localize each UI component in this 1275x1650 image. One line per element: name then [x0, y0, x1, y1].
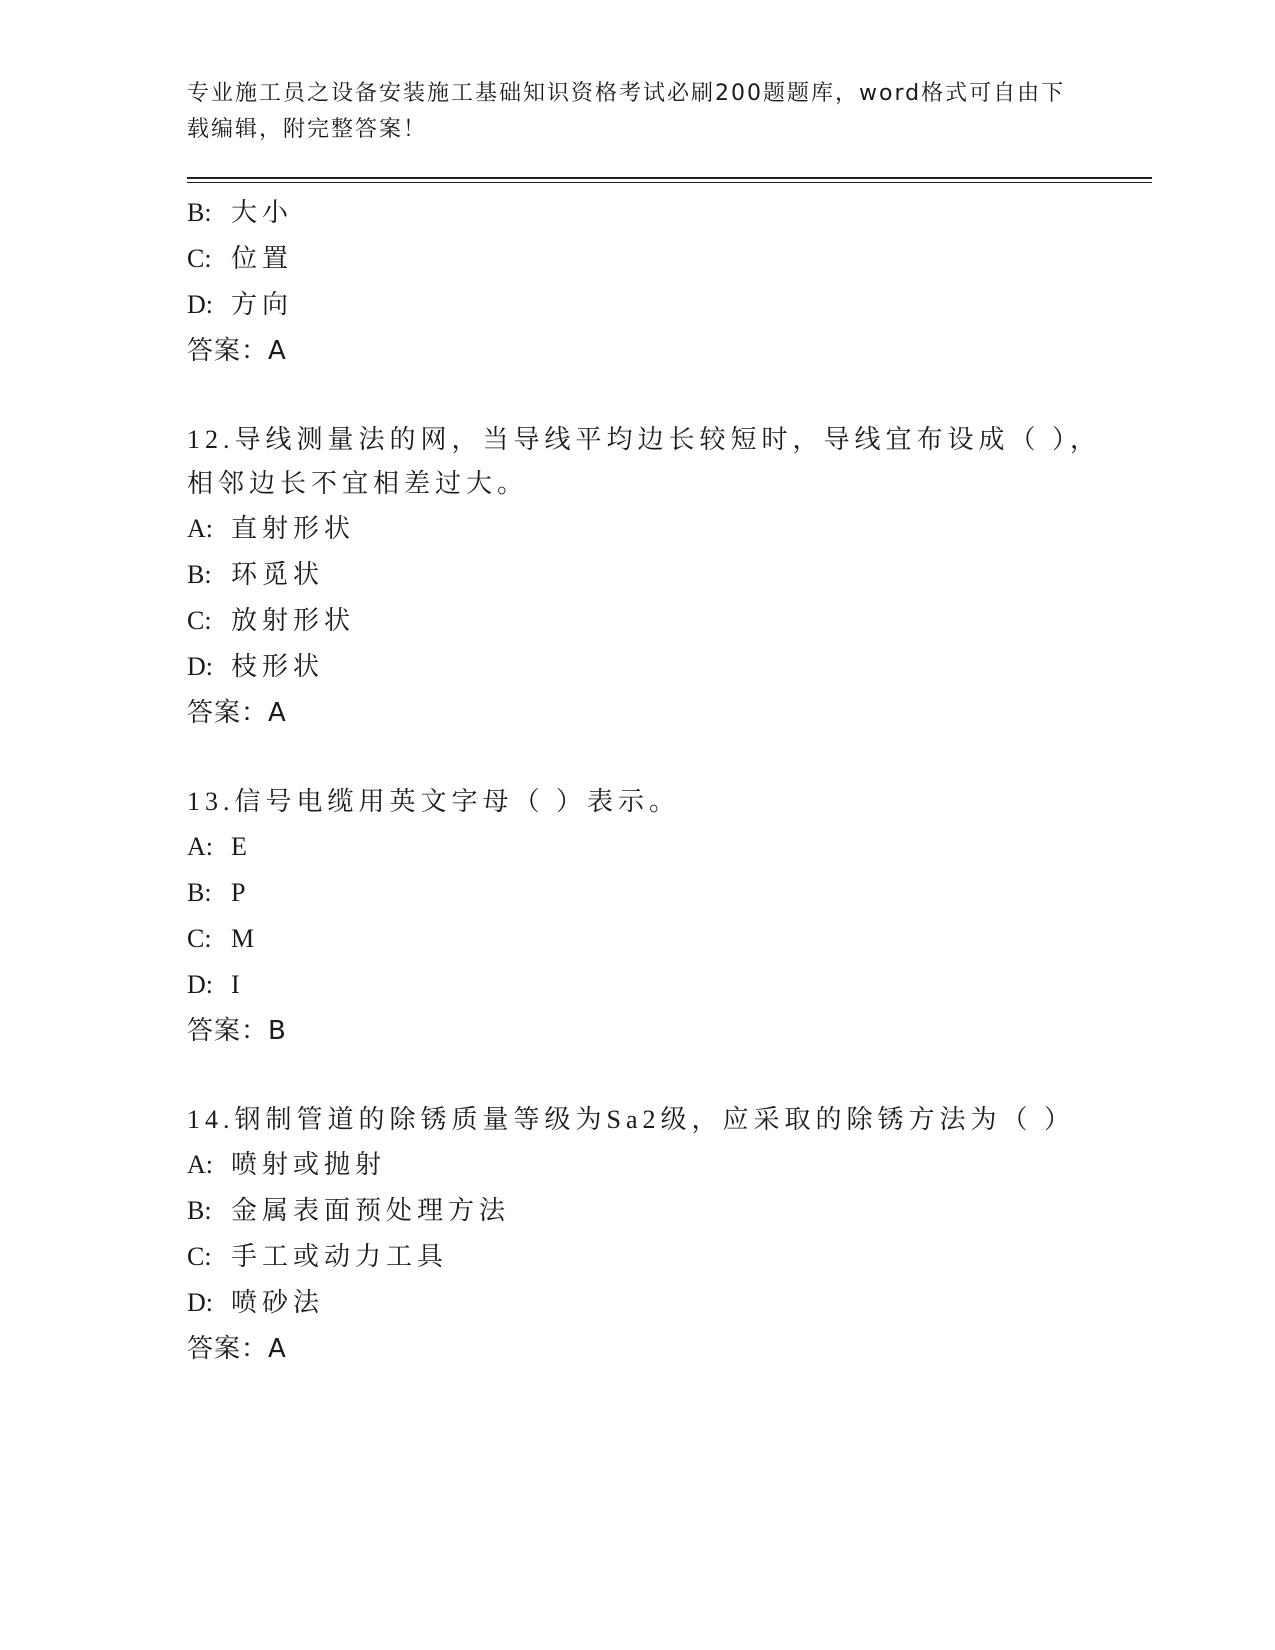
- option-text: 直射形状: [231, 514, 356, 543]
- option-text: 枝形状: [231, 652, 325, 681]
- question-text-line-2: 相邻边长不宜相差过大。: [187, 469, 529, 498]
- question-11-partial: [187, 190, 1107, 374]
- option-c: [187, 1234, 1107, 1280]
- option-d: [187, 282, 1107, 328]
- option-c: [187, 598, 1107, 644]
- option-b: [187, 190, 1107, 236]
- question-spacer: [187, 1054, 1107, 1098]
- question-text: 13.信号电缆用英文字母（ ）表示。: [187, 787, 681, 816]
- option-letter: A:: [187, 514, 213, 543]
- option-letter: C:: [187, 606, 212, 635]
- option-a: [187, 824, 1107, 870]
- option-letter: B:: [187, 878, 212, 907]
- option-letter: D:: [187, 1288, 213, 1317]
- option-text: 放射形状: [231, 606, 356, 635]
- answer-line: 答案：A: [187, 336, 287, 366]
- option-b: [187, 1188, 1107, 1234]
- option-letter: D:: [187, 290, 213, 319]
- question-14: [187, 1098, 1107, 1372]
- question-text: [187, 418, 1107, 506]
- header-divider-thick: [187, 177, 1152, 179]
- answer-line: 答案：A: [187, 698, 287, 728]
- option-letter: C:: [187, 244, 212, 273]
- option-letter: C:: [187, 924, 212, 953]
- option-text: 手工或动力工具: [231, 1242, 449, 1271]
- option-a: [187, 1142, 1107, 1188]
- option-c: [187, 916, 1107, 962]
- question-list: [187, 190, 1107, 1372]
- question-12: [187, 418, 1107, 736]
- option-text: M: [231, 924, 260, 953]
- option-text: 金属表面预处理方法: [231, 1196, 511, 1225]
- option-text: 方向: [231, 290, 294, 319]
- option-letter: B:: [187, 198, 212, 227]
- answer-line: 答案：A: [187, 1334, 287, 1364]
- option-letter: A:: [187, 832, 213, 861]
- option-text: 喷砂法: [231, 1288, 325, 1317]
- header-divider-thin: [187, 182, 1152, 183]
- answer-line: 答案：B: [187, 1016, 287, 1046]
- option-text: 大小: [231, 198, 294, 227]
- option-letter: B:: [187, 1196, 212, 1225]
- option-text: E: [231, 832, 252, 861]
- option-letter: A:: [187, 1150, 213, 1179]
- question-text-line-1: 12.导线测量法的网，当导线平均边长较短时，导线宜布设成（ ），: [187, 425, 1102, 454]
- question-spacer: [187, 736, 1107, 780]
- option-d: [187, 1280, 1107, 1326]
- question-13: [187, 780, 1107, 1054]
- option-a: [187, 506, 1107, 552]
- option-text: P: [231, 878, 251, 907]
- option-text: 喷射或抛射: [231, 1150, 387, 1179]
- option-c: [187, 236, 1107, 282]
- option-d: [187, 962, 1107, 1008]
- question-spacer: [187, 374, 1107, 418]
- option-text: I: [231, 970, 245, 999]
- option-text: 位置: [231, 244, 294, 273]
- option-letter: D:: [187, 970, 213, 999]
- option-text: 环觅状: [231, 560, 325, 589]
- option-letter: B:: [187, 560, 212, 589]
- option-b: [187, 552, 1107, 598]
- option-letter: D:: [187, 652, 213, 681]
- option-letter: C:: [187, 1242, 212, 1271]
- option-d: [187, 644, 1107, 690]
- document-header: 专业施工员之设备安装施工基础知识资格考试必刷200题题库，word格式可自由下载编辑，附完整答案！: [187, 81, 1066, 142]
- option-b: [187, 870, 1107, 916]
- question-text: 14.钢制管道的除锈质量等级为Sa2级，应采取的除锈方法为（ ）: [187, 1105, 1076, 1134]
